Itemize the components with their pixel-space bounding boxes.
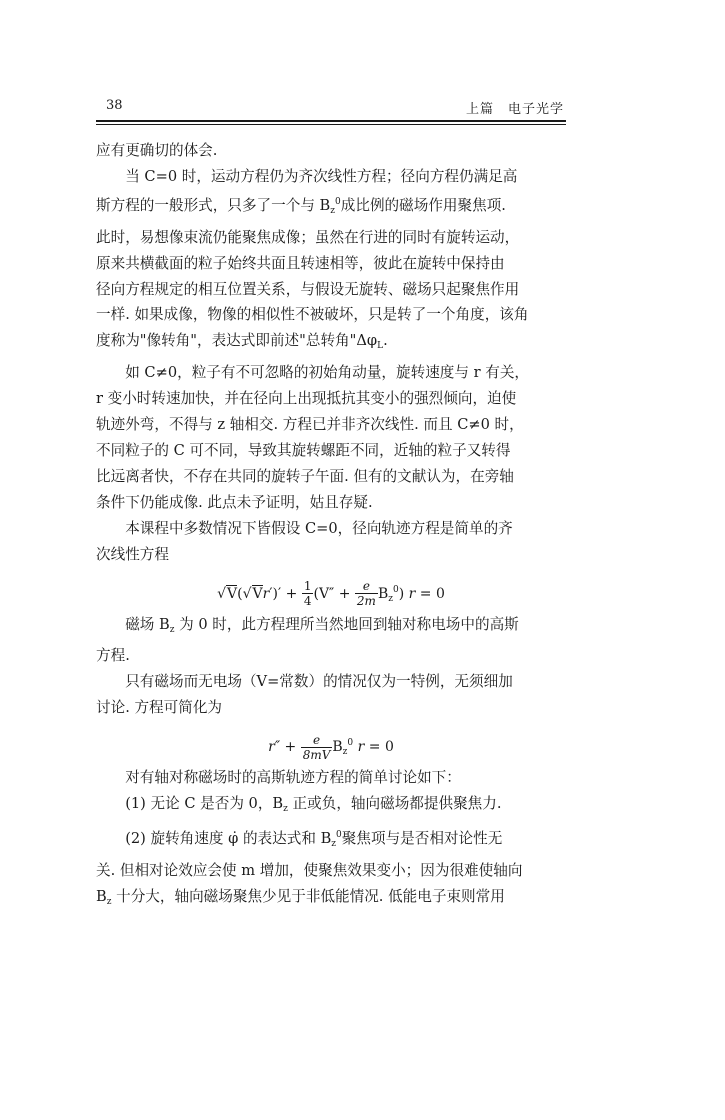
text-line: 当 C=0 时，运动方程仍为齐次线性方程；径向方程仍满足高 (125, 167, 518, 185)
text-line: r 变小时转速加快，并在径向上出现抵抗其变小的强烈倾向，迫使 (96, 390, 517, 408)
running-title: 上篇 电子光学 (465, 102, 564, 117)
text-line: 不同粒子的 C 可不同，导致其旋转螺距不同，近轴的粒子又转得 (96, 441, 511, 459)
equation-radial-trajectory: √V(√Vr′)′ + $\frac{1}{4}$ (V″ + $\frac{e}{2m}$ $B_z^0$) r = 0 (217, 579, 445, 608)
text-line: 次线性方程 (96, 545, 169, 563)
text-line: 关. 但相对论效应会使 m 增加，使聚焦效果变小；因为很难使轴向 (96, 861, 523, 879)
equation-magnetic-only: r″ + $\frac{e}{8mV}$ $B_z^0$ r = 0 (268, 732, 394, 762)
paragraph (96, 791, 566, 823)
text-line: 径向方程规定的相互位置关系，与假设无旋转、磁场只起聚焦作用 (96, 280, 520, 298)
text-line: 如 C≠0，粒子有不可忽略的初始角动量，旋转速度与 r 有关， (125, 364, 530, 382)
paragraph (96, 823, 566, 916)
text-line: 度称为"像转角"，表达式即前述"总转角"$\Delta\varphi_L$. (96, 332, 388, 352)
text-line: 本课程中多数情况下皆假设 C=0，径向轨迹方程是简单的齐 (125, 519, 513, 537)
body-text (96, 138, 566, 916)
text-line: 对有轴对称磁场时的高斯轨迹方程的简单讨论如下： (125, 769, 461, 787)
paragraph (96, 612, 566, 670)
text-line: 斯方程的一般形式，只多了一个与 $B_z^0$成比例的磁场作用聚焦项. (96, 196, 506, 216)
text-line: $B_z$ 十分大，轴向磁场聚焦少见于非低能情况. 低能电子束则常用 (96, 887, 505, 907)
text-line: 条件下仍能成像. 此点未予证明，姑且存疑. (96, 493, 373, 511)
text-line: 应有更确切的体会. (96, 142, 218, 159)
paragraph (96, 360, 566, 515)
paragraph (96, 669, 566, 721)
text-line: 此时，易想像束流仍能聚焦成像；虽然在行进的同时有旋转运动， (96, 228, 520, 246)
text-line: 只有磁场而无电场（V=常数）的情况仅为一特例，无须细加 (125, 673, 513, 691)
page-number: 38 (106, 98, 123, 113)
page-header (96, 98, 566, 116)
text-line: 原来共横截面的粒子始终共面且转速相等，彼此在旋转中保持由 (96, 254, 505, 272)
text-line: 方程. (96, 647, 130, 665)
text-line: (2) 旋转角速度 φ̇ 的表达式和 $B_z^0$聚焦项与是否相对论性无 (125, 829, 503, 849)
paragraph (96, 516, 566, 568)
text-line: 轨迹外弯，不得与 z 轴相交. 方程已并非齐次线性. 而且 C≠0 时， (96, 416, 524, 434)
paragraph (96, 164, 566, 360)
header-rule-thin (96, 124, 566, 125)
paragraph (96, 765, 566, 791)
paragraph (96, 138, 566, 164)
text-line: 磁场 $B_z$ 为 0 时，此方程理所当然地回到轴对称电场中的高斯 (125, 615, 519, 635)
text-line: 讨论. 方程可简化为 (96, 699, 223, 717)
text-line: 比远离者快，不存在共同的旋转子午面. 但有的文献认为，在旁轴 (96, 467, 514, 485)
text-line: (1) 无论 C 是否为 0，$B_z$ 正或负，轴向磁场都提供聚焦力. (125, 795, 502, 815)
header-rule-thick (96, 120, 566, 122)
text-line: 一样. 如果成像，物像的相似性不被破坏，只是转了一个角度，该角 (96, 306, 529, 324)
